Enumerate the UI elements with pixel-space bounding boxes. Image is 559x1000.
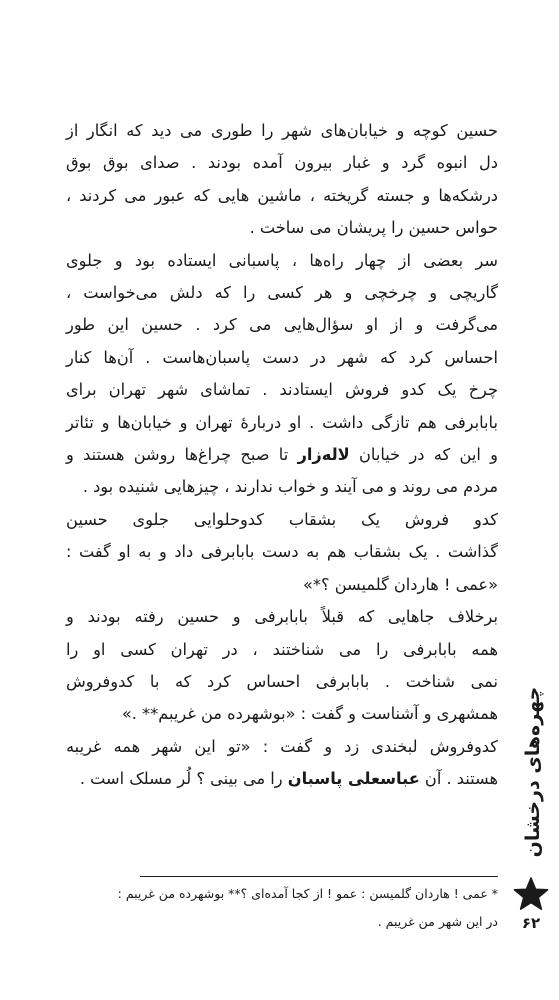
text-line: چرخ یک کدو فروش ایستادند . تماشای شهر تهران برای (66, 380, 498, 400)
text-line: بابابرفی هم تازگی داشت . او دربارهٔ تهران و خیابان‌ها و تئاتر (66, 412, 498, 432)
text-line: هستند . آن عباسعلی پاسبان را می بینی ؟ لُر مسلک است . (79, 769, 498, 789)
text-line: کدوفروش لبخندی زد و گفت : «تو این شهر همه غریبه (66, 736, 498, 756)
text-line: همه بابابرفی را می شناختند ، در تهران کسی او را (66, 639, 498, 659)
text-line: حواس حسین را پریشان می ساخت . (249, 218, 498, 238)
footnote-line: * عمی ! هاردان گلمیسن : عمو ! از کجا آمده‌ای ؟** بوشهرده من غریبم : (117, 886, 498, 901)
paragraph-2 (66, 245, 498, 504)
page-number: ۶۲ (521, 914, 541, 932)
text-line: «عمی ! هاردان گلمیسن ؟*» (302, 574, 498, 594)
paragraph-1 (66, 115, 498, 245)
text-line: احساس کرد که شهر در دست پاسبان‌هاست . آن‌ها کنار (66, 347, 498, 367)
street-name: لاله‌زار (297, 445, 350, 465)
footnote-divider (140, 876, 498, 877)
text-line: درشکه‌ها و جسته گریخته ، ماشین هایی که عبور می کردند ، (66, 185, 498, 205)
text-line: نمی شناخت . بابابرفی احساس کرد که با کدوفروش (66, 671, 498, 691)
text-line: همشهری و آشناست و گفت : «بوشهرده من غریبم** .» (121, 704, 498, 724)
star-icon (513, 877, 549, 911)
side-margin (505, 686, 555, 960)
text-line: سر بعضی از چهار راه‌ها ، پاسبانی ایستاده بود و جلوی (66, 250, 498, 270)
text-line: کدو فروش یک بشقاب کدوحلوایی جلوی حسین (66, 509, 498, 529)
paragraph-3 (66, 504, 498, 601)
text-line: و این که در خیابان لاله‌زار تا صبح چراغ‌ها روشن هستند و (66, 445, 498, 465)
text-line: حسین کوچه و خیابان‌های شهر را طوری می دید که انگار از (66, 121, 498, 140)
paragraph-5 (66, 731, 498, 796)
book-title: چهره‌های درخشان (522, 686, 544, 858)
star-shape (514, 878, 547, 909)
text-line: گاریچی و چرخچی و هر کسی را که دلش می‌خواست ، (66, 283, 498, 303)
text-line: مردم می روند و می آیند و خواب ندارند ، چیزهایی شنیده بود . (82, 477, 498, 497)
footnotes (66, 880, 498, 936)
text-line: برخلاف جاهایی که قبلاً بابابرفی و حسین رفته بودند و (66, 607, 498, 627)
text-line: دل انبوه گرد و غبار بیرون آمده بودند . صدای بوق بوق (66, 153, 498, 173)
footnote-line: در این شهر من غریبم . (377, 914, 498, 929)
paragraph-4 (66, 601, 498, 731)
body-text (66, 115, 498, 796)
text-line: گذاشت . یک بشقاب هم به دست بابابرفی داد و به او گفت : (66, 542, 498, 562)
character-name: عباسعلی پاسبان (287, 769, 420, 789)
text-line: می‌گرفت و از او سؤال‌هایی می کرد . حسین این طور (66, 315, 498, 335)
